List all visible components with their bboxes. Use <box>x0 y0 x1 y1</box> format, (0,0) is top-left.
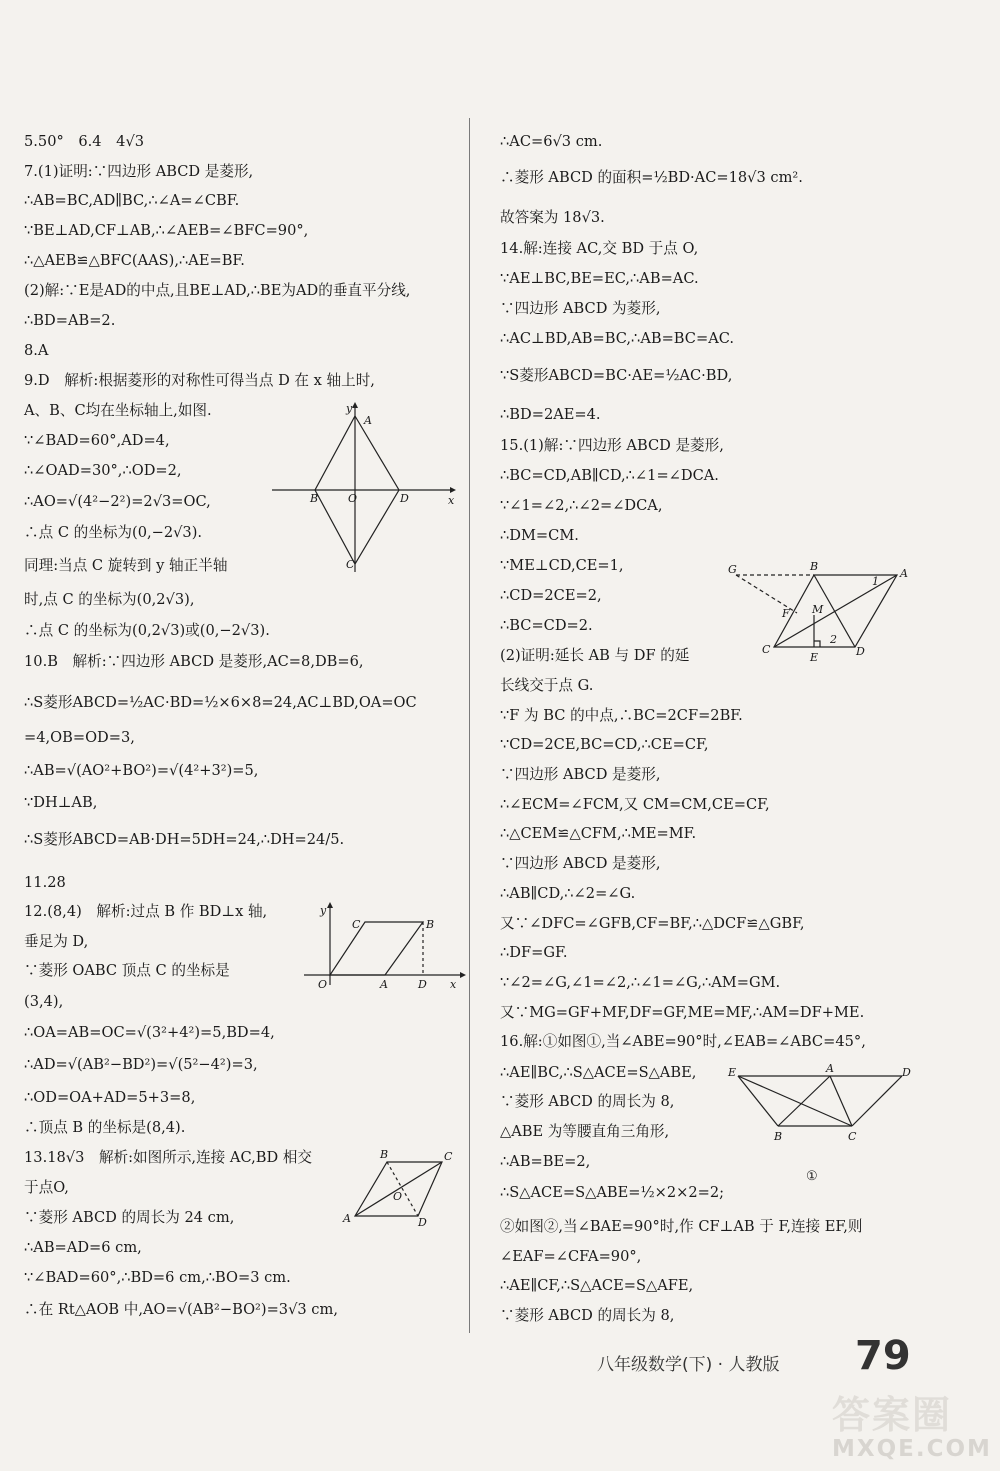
figure-12-rhombus-OABC <box>300 900 470 995</box>
answer-line: 时,点 C 的坐标为(0,2√3), <box>24 591 195 608</box>
answer-line: 5.50° 6.4 4√3 <box>24 133 145 150</box>
answer-line: ∴点 C 的坐标为(0,−2√3). <box>24 524 203 541</box>
watermark-url: MXQE.COM <box>832 1436 992 1462</box>
book-title-footer: 八年级数学(下) · 人教版 <box>597 1355 780 1375</box>
answer-line: 又∵∠DFC=∠GFB,CF=BF,∴△DCF≌△GBF, <box>500 915 805 932</box>
answer-line: ∴BC=CD,AB∥CD,∴∠1=∠DCA. <box>500 467 719 484</box>
answer-line: 7.(1)证明:∵四边形 ABCD 是菱形, <box>24 163 254 180</box>
answer-line: A、B、C均在坐标轴上,如图. <box>24 402 212 419</box>
fig12-label: x <box>450 978 457 991</box>
answer-line: ∵四边形 ABCD 是菱形, <box>500 855 661 872</box>
answer-line: ∵BE⊥AD,CF⊥AB,∴∠AEB=∠BFC=90°, <box>24 222 309 239</box>
answer-line: ∵∠1=∠2,∴∠2=∠DCA, <box>500 497 663 514</box>
answer-line: ∵菱形 ABCD 的周长为 24 cm, <box>24 1209 235 1226</box>
fig16-label: B <box>774 1130 783 1143</box>
answer-line: ∵四边形 ABCD 是菱形, <box>500 766 661 783</box>
answer-line: ∴BC=CD=2. <box>500 617 593 634</box>
answer-line: 11.28 <box>24 874 66 891</box>
answer-line: ∴AB∥CD,∴∠2=∠G. <box>500 885 636 902</box>
figure-16-case-1 <box>722 1060 922 1185</box>
answer-line: 12.(8,4) 解析:过点 B 作 BD⊥x 轴, <box>24 903 268 920</box>
answer-line: 长线交于点 G. <box>500 677 594 694</box>
answer-line: 垂足为 D, <box>24 933 89 950</box>
fig15-label: M <box>812 603 824 616</box>
answer-line: ∴AB=√(AO²+BO²)=√(4²+3²)=5, <box>24 762 259 779</box>
fig9-label: A <box>364 414 372 427</box>
answer-line: ∴顶点 B 的坐标是(8,4). <box>24 1119 186 1136</box>
answer-line: ∴S△ACE=S△ABE=½×2×2=2; <box>500 1184 725 1201</box>
answer-line: △ABE 为等腰直角三角形, <box>500 1123 670 1140</box>
fig13-label: D <box>418 1216 427 1228</box>
answer-line: 8.A <box>24 342 49 359</box>
answer-line: ∵DH⊥AB, <box>24 794 98 811</box>
answer-line: 15.(1)解:∵四边形 ABCD 是菱形, <box>500 437 724 454</box>
fig15-label: F <box>782 607 790 620</box>
answer-line: 16.解:①如图①,当∠ABE=90°时,∠EAB=∠ABC=45°, <box>500 1033 866 1050</box>
answer-line: ∴OA=AB=OC=√(3²+4²)=5,BD=4, <box>24 1024 275 1041</box>
fig15-label: D <box>856 645 865 658</box>
answer-line: ∵S菱形ABCD=BC·AE=½AC·BD, <box>500 367 733 384</box>
fig13-label: O <box>393 1190 403 1203</box>
answer-line: ∴AO=√(4²−2²)=2√3=OC, <box>24 493 211 510</box>
answer-line: =4,OB=OD=3, <box>24 729 135 746</box>
fig12-label: C <box>352 918 361 931</box>
fig15-label: B <box>810 560 819 573</box>
fig16-label: C <box>848 1130 857 1143</box>
answer-line: ∴CD=2CE=2, <box>500 587 602 604</box>
answer-line: ∵CD=2CE,BC=CD,∴CE=CF, <box>500 736 709 753</box>
answer-line: ∵F 为 BC 的中点,∴BC=2CF=2BF. <box>500 707 743 724</box>
answer-line: 故答案为 18√3. <box>500 209 605 226</box>
answer-line: 14.解:连接 AC,交 BD 于点 O, <box>500 240 699 257</box>
fig9-label: x <box>448 494 455 507</box>
fig16-caption: ① <box>806 1169 818 1184</box>
fig15-label: A <box>900 567 908 580</box>
fig13-label: C <box>444 1150 453 1163</box>
answer-line: 又∵MG=GF+MF,DF=GF,ME=MF,∴AM=DF+ME. <box>500 1004 865 1021</box>
fig13-label: B <box>380 1148 389 1161</box>
page-number: 79 <box>855 1333 911 1379</box>
answer-line: ∴AC=6√3 cm. <box>500 133 603 150</box>
fig12-label: O <box>318 978 328 991</box>
fig15-label: 1 <box>872 575 879 588</box>
fig16-label: E <box>728 1066 737 1079</box>
answer-line: ∴AB=BC,AD∥BC,∴∠A=∠CBF. <box>24 192 240 209</box>
figure-15-rhombus-construction <box>722 555 922 665</box>
answer-line: ∵菱形 OABC 顶点 C 的坐标是 <box>24 962 230 979</box>
fig13-label: A <box>343 1212 351 1225</box>
answer-line: ∴∠ECM=∠FCM,又 CM=CM,CE=CF, <box>500 796 770 813</box>
fig9-label: O <box>348 492 358 505</box>
answer-line: ∴DM=CM. <box>500 527 579 544</box>
answer-line: ∴在 Rt△AOB 中,AO=√(AB²−BO²)=3√3 cm, <box>24 1301 338 1318</box>
answer-line: ∵∠BAD=60°,AD=4, <box>24 432 170 449</box>
fig15-label: 2 <box>830 633 837 646</box>
answer-line: (2)解:∵E是AD的中点,且BE⊥AD,∴BE为AD的垂直平分线, <box>24 282 411 299</box>
fig9-label: B <box>310 492 319 505</box>
fig15-label: C <box>762 643 771 656</box>
answer-line: ∴AB=AD=6 cm, <box>24 1239 142 1256</box>
fig12-label: B <box>426 918 435 931</box>
answer-line: ∵ME⊥CD,CE=1, <box>500 557 624 574</box>
answer-line: (3,4), <box>24 993 64 1010</box>
answer-line: 13.18√3 解析:如图所示,连接 AC,BD 相交 <box>24 1149 312 1166</box>
watermark-logo: 答案圈 <box>832 1393 953 1437</box>
answer-line: ②如图②,当∠BAE=90°时,作 CF⊥AB 于 F,连接 EF,则 <box>500 1218 863 1235</box>
fig12-label: A <box>380 978 388 991</box>
answer-line: ∵菱形 ABCD 的周长为 8, <box>500 1307 675 1324</box>
fig15-label: E <box>810 651 819 664</box>
answer-line: ∴S菱形ABCD=AB·DH=5DH=24,∴DH=24/5. <box>24 831 345 848</box>
fig9-label: D <box>400 492 409 505</box>
fig12-label: D <box>418 978 427 991</box>
answer-line: 9.D 解析:根据菱形的对称性可得当点 D 在 x 轴上时, <box>24 372 375 389</box>
figure-9-rhombus-axes <box>268 400 468 580</box>
answer-line: ∠EAF=∠CFA=90°, <box>500 1248 642 1265</box>
answer-line: ∴BD=AB=2. <box>24 312 116 329</box>
fig16-label: A <box>826 1062 834 1075</box>
fig9-label: y <box>346 402 353 415</box>
answer-line: ∴AE∥CF,∴S△ACE=S△AFE, <box>500 1277 694 1294</box>
answer-line: ∴DF=GF. <box>500 944 568 961</box>
answer-line: ∴BD=2AE=4. <box>500 406 601 423</box>
answer-line: ∴S菱形ABCD=½AC·BD=½×6×8=24,AC⊥BD,OA=OC <box>24 694 417 711</box>
fig15-label: G <box>728 563 737 576</box>
answer-line: ∵AE⊥BC,BE=EC,∴AB=AC. <box>500 270 699 287</box>
answer-line: ∴OD=OA+AD=5+3=8, <box>24 1089 196 1106</box>
answer-line: ∴菱形 ABCD 的面积=½BD·AC=18√3 cm². <box>500 169 803 186</box>
answer-line: ∴AB=BE=2, <box>500 1153 591 1170</box>
answer-line: 同理:当点 C 旋转到 y 轴正半轴 <box>24 557 228 574</box>
answer-line: (2)证明:延长 AB 与 DF 的延 <box>500 647 690 664</box>
answer-line: ∴点 C 的坐标为(0,2√3)或(0,−2√3). <box>24 622 270 639</box>
answer-line: ∴AC⊥BD,AB=BC,∴AB=BC=AC. <box>500 330 735 347</box>
answer-line: ∴AD=√(AB²−BD²)=√(5²−4²)=3, <box>24 1056 258 1073</box>
answer-line: ∴∠OAD=30°,∴OD=2, <box>24 462 182 479</box>
fig9-label: C <box>346 558 355 571</box>
answer-line: ∴△AEB≌△BFC(AAS),∴AE=BF. <box>24 252 245 269</box>
fig16-label: D <box>902 1066 911 1079</box>
answer-line: ∴AE∥BC,∴S△ACE=S△ABE, <box>500 1064 697 1081</box>
answer-line: ∵∠2=∠G,∠1=∠2,∴∠1=∠G,∴AM=GM. <box>500 974 781 991</box>
fig12-label: y <box>320 904 327 917</box>
column-divider <box>469 118 470 1333</box>
answer-line: ∴△CEM≌△CFM,∴ME=MF. <box>500 825 697 842</box>
figure-13-rhombus-ABCD <box>340 1148 460 1228</box>
answer-line: ∵四边形 ABCD 为菱形, <box>500 300 661 317</box>
answer-line: 于点O, <box>24 1179 69 1196</box>
answer-line: 10.B 解析:∵四边形 ABCD 是菱形,AC=8,DB=6, <box>24 653 364 670</box>
answer-line: ∵∠BAD=60°,∴BD=6 cm,∴BO=3 cm. <box>24 1269 291 1286</box>
answer-line: ∵菱形 ABCD 的周长为 8, <box>500 1093 675 1110</box>
